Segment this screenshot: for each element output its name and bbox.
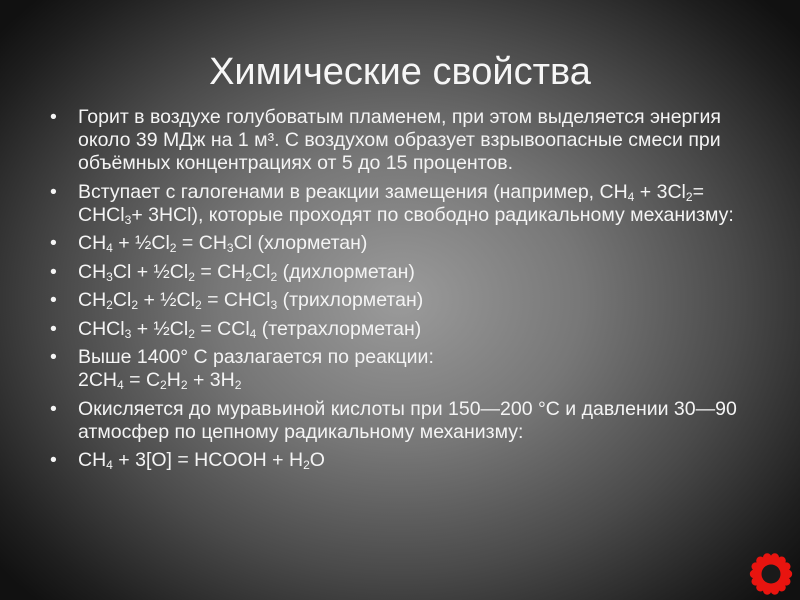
bullet-decomposition: • Выше 1400° С разлагается по реакции: $2CH_4 = C_2H_2 + 3H_2$ bbox=[48, 346, 748, 392]
bullet-oxidation: • Окисляется до муравьиной кислоты при 150—200 °C и давлении 30—90 атмосфер по цепному радикальному механизму: bbox=[48, 398, 748, 444]
red-ring-icon bbox=[747, 551, 795, 597]
bullet-list bbox=[48, 106, 748, 478]
bullet-reaction-dichloromethane: • $CH_3Cl$ + $\frac{1}{2}Cl_2 = CH_2Cl_2$ (дихлорметан) bbox=[48, 261, 748, 284]
bullet-reaction-chloromethane: • $CH_4$ + $\frac{1}{2}Cl_2 = CH_3Cl$ (хлорметан) bbox=[48, 232, 748, 255]
slide-title: Химические свойства bbox=[209, 51, 591, 94]
bullet-reaction-tetrachloromethane: • CHCl$_3$ + $\frac{1}{2}Cl_2 = CCl_4$ (тетрахлорметан) bbox=[48, 318, 748, 341]
bullet-reaction-formic-acid: • $CH_4 + 3[O]$ = HCOOH + $H_2O$ bbox=[48, 449, 748, 472]
bullet-combustion: • Горит в воздухе голубоватым пламенем, при этом выделяется энергия около 39 МДж на 1 м³. С воздухом образует взрывоопасные смеси при объёмных концентрациях от 5 до 15 процентов. bbox=[48, 106, 748, 175]
ring-shape bbox=[750, 553, 792, 595]
ring-hole bbox=[762, 565, 781, 584]
bullet-reaction-trichloromethane: • $CH_2Cl_2$ + $\frac{1}{2}Cl_2$ = CHCl$_3$ (трихлорметан) bbox=[48, 289, 748, 312]
bullet-halogenation: • Вступает с галогенами в реакции замещения (например, $CH_4 + 3Cl_2=$ CHCl$_3$+ 3HCl), которые проходят по свободно радикальному механизму: bbox=[48, 181, 748, 227]
